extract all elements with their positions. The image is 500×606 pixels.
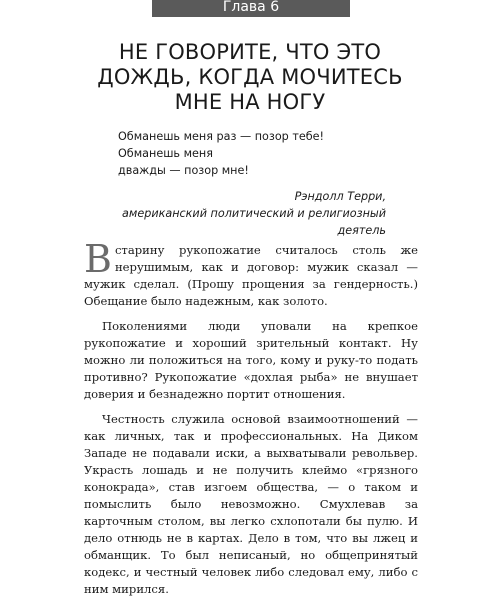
body-paragraph <box>84 237 418 310</box>
chapter-label: Глава 6 <box>152 0 350 17</box>
epigraph-author: Рэндолл Терри, <box>294 190 386 203</box>
chapter-title-line: ДОЖДЬ, КОГДА МОЧИТЕСЬ <box>97 65 403 89</box>
chapter-title-line: МНЕ НА НОГУ <box>174 90 326 114</box>
body-paragraph: Поколениями люди уповали на крепкое рукопожатие и хороший зрительный контакт. Ну можно ли положиться на того, кому и руку-то подать противно? Рукопожатие «дохлая рыба» не внушает доверия и безнадежно портит отношения. <box>84 319 418 401</box>
epigraph-author-description: американский политический и религиозный деятель <box>122 207 386 237</box>
body-paragraph-text: старину рукопожатие считалось столь же нерушимым, как и договор: мужик сказал — мужик сделал. (Прошу прощения за гендерность.) Обещание было надежным, как золото. <box>84 243 418 308</box>
epigraph-attribution <box>118 188 386 239</box>
chapter-title <box>60 40 440 115</box>
drop-cap: В <box>84 237 112 281</box>
epigraph <box>118 128 386 239</box>
body-paragraph: Честность служила основой взаимоотношений — как личных, так и профессиональных. На Диком Западе не подавали иски, а выхватывали револьвер. Украсть лошадь и не получить клеймо «грязного конокрада», став изгоем общества, — о таком и помыслить было невозможно. Смухлевав за карточным столом, вы легко схлопотали бы пулю. И дело отнюдь не в картах. Дело в том, что вы лжец и обманщик. То был неписаный, но общепринятый кодекс, и честный человек либо следовал ему, либо с ним мирился. <box>84 412 418 596</box>
epigraph-quote-line: дважды — позор мне! <box>118 164 249 177</box>
epigraph-quote-line: Обманешь меня раз — позор тебе! Обманешь меня <box>118 130 324 160</box>
chapter-title-line: НЕ ГОВОРИТЕ, ЧТО ЭТО <box>118 40 382 64</box>
body-text <box>84 237 418 606</box>
epigraph-quote <box>118 128 386 179</box>
